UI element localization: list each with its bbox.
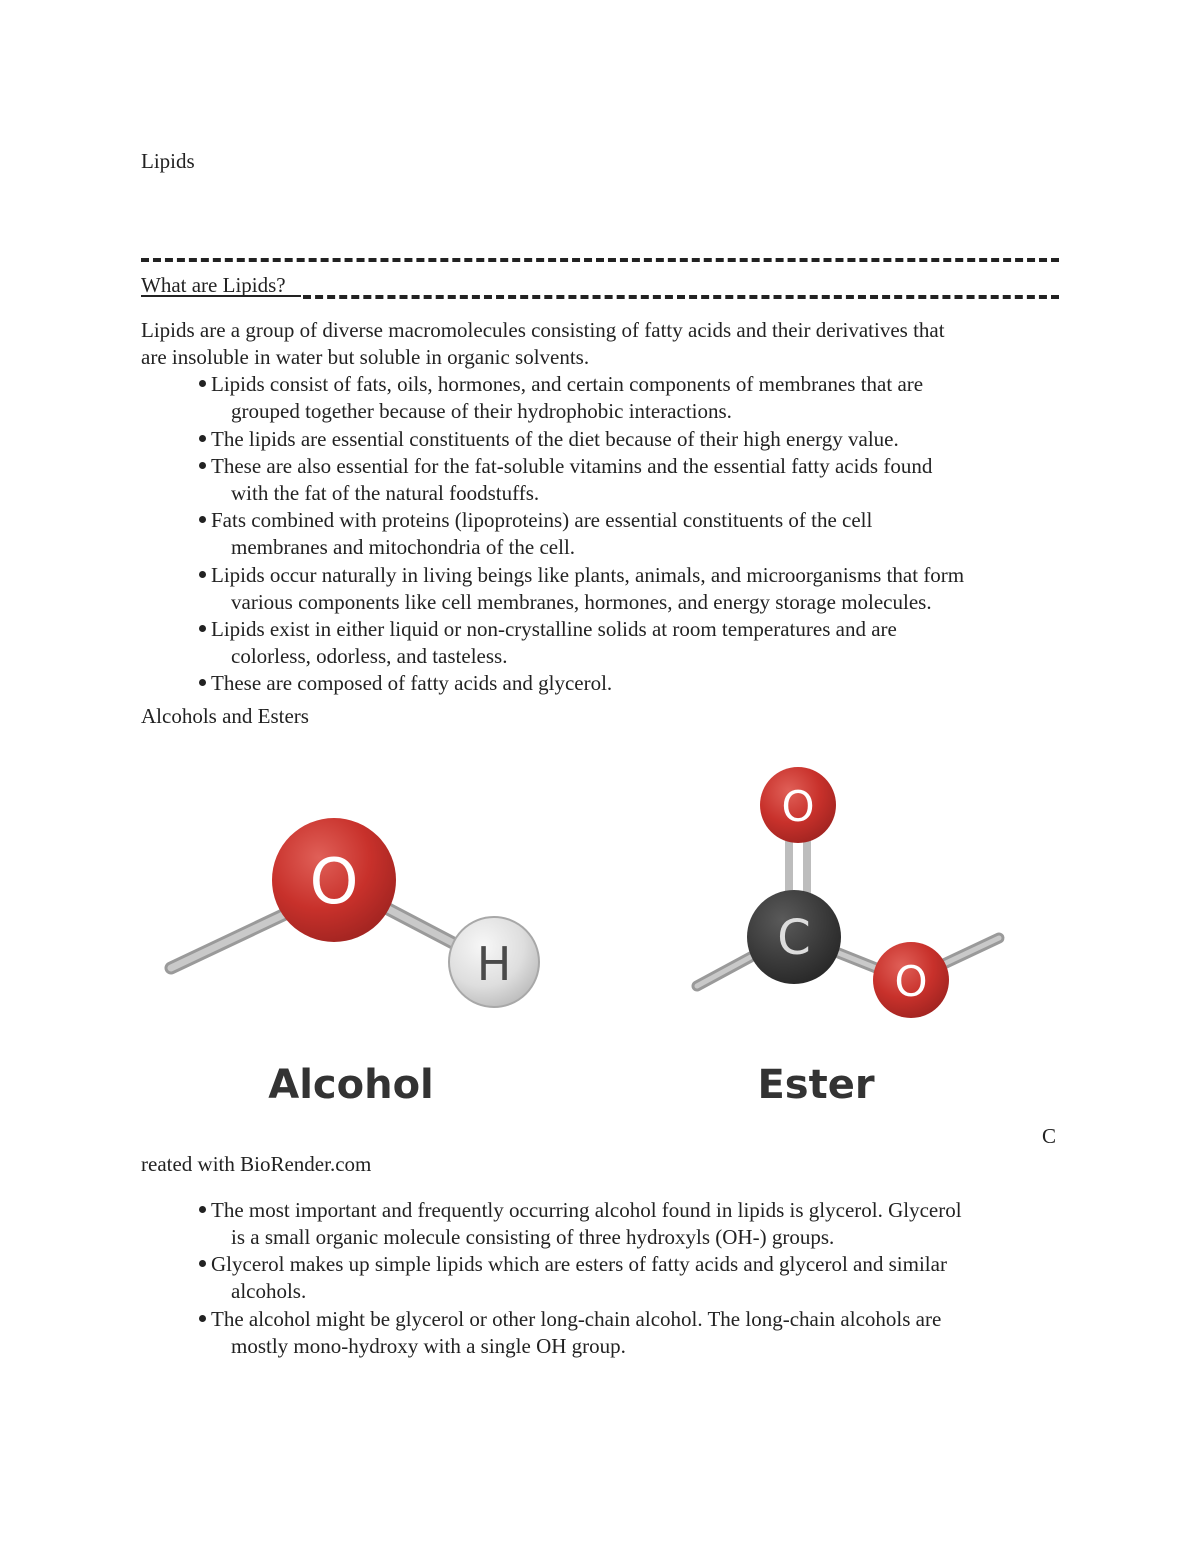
bullet-icon [199,571,206,578]
list-item-line-2: membranes and mitochondria of the cell. [231,535,576,559]
credit-c: C [1042,1124,1057,1148]
ester-label: Ester [757,1062,875,1108]
list-item-line-1: Lipids exist in either liquid or non-crystalline solids at room temperatures and are [211,617,897,641]
list-item-line-2: is a small organic molecule consisting of three hydroxyls (OH-) groups. [231,1225,835,1249]
list-item-line-2: colorless, odorless, and tasteless. [231,644,508,668]
dashed-rule-after-heading [303,295,1059,299]
list-item-line-2: mostly mono-hydroxy with a single OH group. [231,1334,626,1358]
bullet-icon [199,1206,206,1213]
bullet-icon [199,679,206,686]
list-item-line-2: alcohols. [231,1279,307,1303]
list-item-line-1: Glycerol makes up simple lipids which are esters of fatty acids and glycerol and similar [211,1252,947,1276]
image-credit: reated with BioRender.com [141,1152,372,1176]
alcohol-h-label: H [476,937,512,991]
bullet-icon [199,625,206,632]
dashed-rule [141,258,1059,262]
bullet-icon [199,516,206,523]
bullet-icon [199,1315,206,1322]
list-item-line-1: Fats combined with proteins (lipoproteins) are essential constituents of the cell [211,508,873,532]
subheading: Alcohols and Esters [141,704,309,728]
list-item-line-1: Lipids consist of fats, oils, hormones, and certain components of membranes that are [211,372,924,396]
ester-o-bottom-label: O [894,957,928,1006]
list-item-line-2: various components like cell membranes, hormones, and energy storage molecules. [231,590,932,614]
section-heading-underline [141,295,301,297]
intro-line-2: are insoluble in water but soluble in organic solvents. [141,345,590,369]
list-item-line-2: grouped together because of their hydrophobic interactions. [231,399,732,423]
ester-c-label: C [777,910,811,966]
section-heading: What are Lipids? [141,273,286,297]
intro-line-1: Lipids are a group of diverse macromolecules consisting of fatty acids and their derivatives that [141,318,945,342]
alcohol-molecule [171,818,539,1108]
bullet-icon [199,380,206,387]
list-item-line-1: The most important and frequently occurring alcohol found in lipids is glycerol. Glycerol [211,1198,962,1222]
list-item-line-1: Lipids occur naturally in living beings like plants, animals, and microorganisms that form [211,563,965,587]
list-item-line-1: The alcohol might be glycerol or other long-chain alcohol. The long-chain alcohols are [211,1307,942,1331]
molecule-figure [141,750,1059,1120]
alcohol-label: Alcohol [268,1062,434,1108]
bullet-icon [199,1260,206,1267]
ester-o-top-label: O [781,782,815,831]
list-item-line-2: with the fat of the natural foodstuffs. [231,481,540,505]
bullet-icon [199,435,206,442]
alcohol-o-label: O [309,845,359,918]
document-title: Lipids [141,149,195,173]
list-item-line-1: These are also essential for the fat-soluble vitamins and the essential fatty acids found [211,454,933,478]
list-item-line-1: These are composed of fatty acids and glycerol. [211,671,613,695]
list-item-line-1: The lipids are essential constituents of the diet because of their high energy value. [211,427,899,451]
bullet-icon [199,462,206,469]
ester-molecule [697,767,999,1108]
